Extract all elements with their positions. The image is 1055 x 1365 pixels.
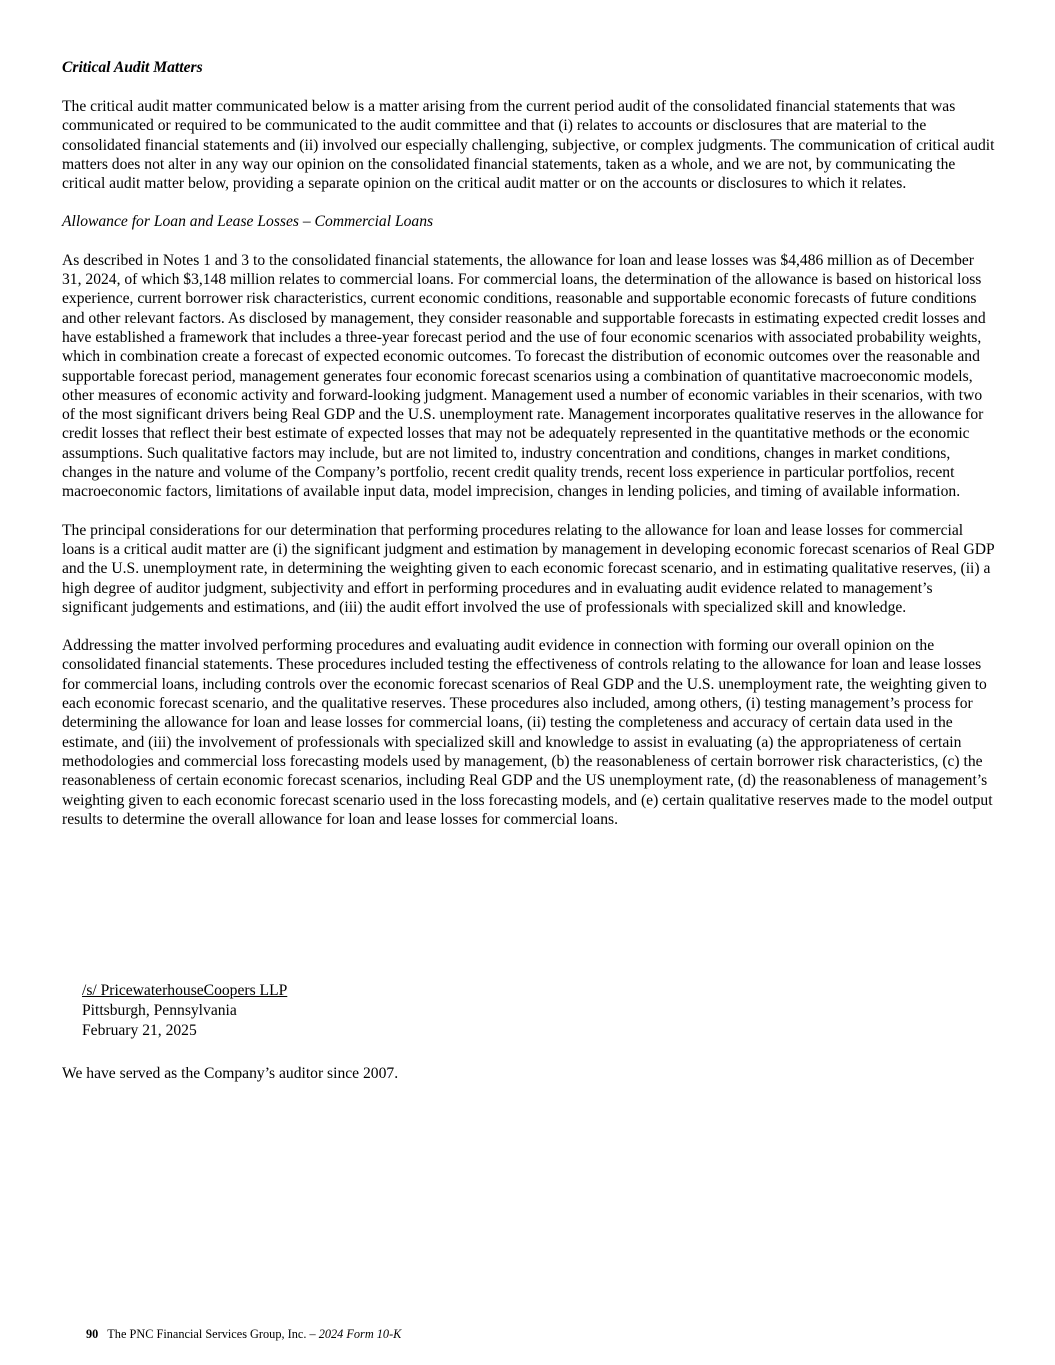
page-number: 90: [86, 1327, 99, 1341]
signature-block: [82, 981, 287, 1042]
section-heading: Critical Audit Matters: [62, 59, 203, 76]
page-footer: [86, 1326, 401, 1342]
matter-paragraph-considerations: The principal considerations for our determination that performing procedures relating to the allowance for loan and lease losses for commercial loans is a critical audit matter are (i) the significant judgment and estimation by management in developing economic forecast scenarios of Real GDP and the U.S. unemployment rate, in determining the weighting given to each economic forecast scenario, and in estimating qualitative reserves, (ii) a high degree of auditor judgment, subjectivity and effort in performing procedures and in evaluating audit evidence related to management’s significant judgements and estimations, and (iii) the audit effort involved the use of professionals with specialized skill and knowledge.: [62, 521, 995, 616]
matter-paragraph-description: As described in Notes 1 and 3 to the consolidated financial statements, the allowance for loan and lease losses was $4,486 million as of December 31, 2024, of which $3,148 million relates to commercial loans. For commercial loans, the determination of the allowance is based on historical loss experience, current borrower risk characteristics, current economic conditions, reasonable and supportable economic forecasts of future conditions and other relevant factors. As disclosed by management, they consider reasonable and supportable forecasts in estimating expected credit losses and have established a framework that includes a three-year forecast period and the use of four economic scenarios with associated probability weights, which in combination create a forecast of expected economic outcomes. To forecast the distribution of economic outcomes over the reasonable and supportable forecast period, management generates four economic forecast scenarios using a combination of quantitative macroeconomic models, other measures of economic activity and forward-looking judgment. Management used a number of economic variables in their scenarios, with two of the most significant drivers being Real GDP and the U.S. unemployment rate. Management incorporates qualitative reserves in the allowance for credit losses that reflect their best estimate of expected losses that may not be adequately represented in the quantitative methods or the economic assumptions. Such qualitative factors may include, but are not limited to, industry concentration and conditions, changes in market conditions, changes in the nature and volume of the Company’s portfolio, recent credit quality trends, recent loss experience in particular portfolios, recent macroeconomic factors, limitations of available input data, model imprecision, changes in lending policies, and timing of available information.: [62, 251, 986, 501]
matter-paragraph-procedures: Addressing the matter involved performing procedures and evaluating audit evidence in connection with forming our overall opinion on the consolidated financial statements. These procedures included testing the effectiveness of controls relating to the allowance for loan and lease losses for commercial loans, including controls over the economic forecast scenarios of Real GDP and the U.S. unemployment rate, the weighting given to each economic forecast scenario, and the qualitative reserves. These procedures also included, among others, (i) testing management’s process for determining the allowance for loan and lease losses for commercial loans, (ii) testing the completeness and accuracy of certain data used in the estimate, and (iii) the involvement of professionals with specialized skill and knowledge to assist in evaluating (a) the appropriateness of certain methodologies and commercial loss forecasting models used by management, (b) the reasonableness of certain borrower risk characteristics, (c) the reasonableness of certain economic forecast scenarios, including Real GDP and the US unemployment rate, (d) the reasonableness of management’s weighting given to each economic forecast scenario used in the loss forecasting models, and (e) certain qualitative reserves made to the model output results to determine the overall allowance for loan and lease losses for commercial loans.: [62, 637, 993, 828]
footer-company: The PNC Financial Services Group, Inc. –: [107, 1327, 319, 1341]
signature-date: February 21, 2025: [82, 1022, 197, 1040]
intro-paragraph: The critical audit matter communicated below is a matter arising from the current period audit of the consolidated financial statements that was communicated or required to be communicated to the audit committee and that (i) relates to accounts or disclosures that are material to the consolidated financial statements and (ii) involved our especially challenging, subjective, or complex judgments. The communication of critical audit matters does not alter in any way our opinion on the consolidated financial statements, taken as a whole, and we are not, by communicating the critical audit matter below, providing a separate opinion on the critical audit matter or on the accounts or disclosures to which it relates.: [62, 98, 995, 193]
signature-location: Pittsburgh, Pennsylvania: [82, 1002, 237, 1020]
matter-title: Allowance for Loan and Lease Losses – Commercial Loans: [62, 213, 434, 231]
signature-firm: /s/ PricewaterhouseCoopers LLP: [82, 982, 288, 999]
document-body: [62, 58, 996, 848]
auditor-since-statement: We have served as the Company’s auditor since 2007.: [62, 1065, 399, 1082]
footer-form: 2024 Form 10-K: [318, 1327, 402, 1341]
